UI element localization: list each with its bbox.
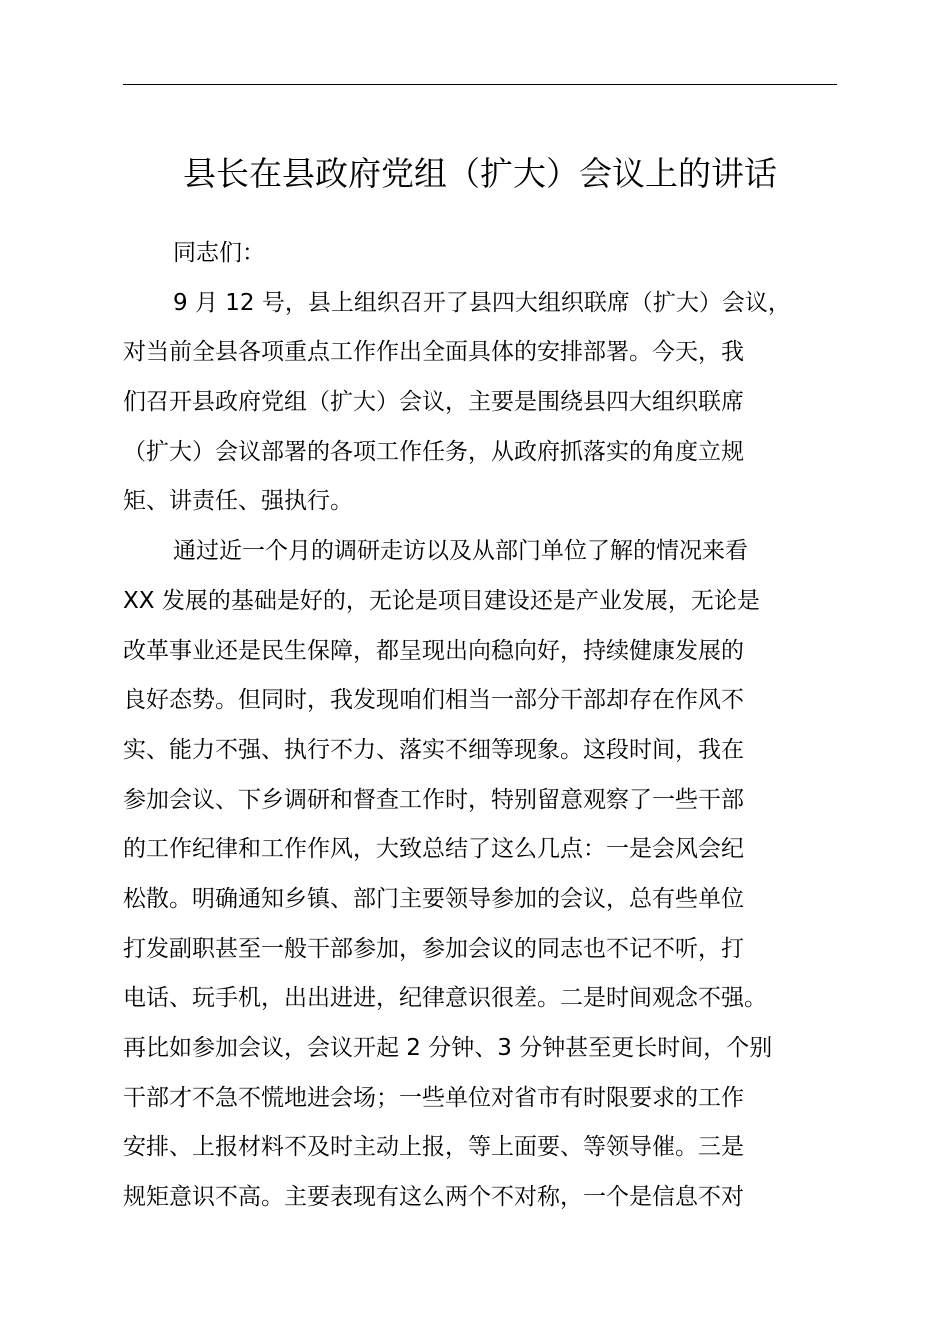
paragraph-2-line-7: 的工作纪律和工作作风，大致总结了这么几点：一是会风会纪	[123, 836, 744, 863]
paragraph-2-line-10: 电话、玩手机，出出进进，纪律意识很差。二是时间观念不强。	[123, 985, 767, 1012]
paragraph-2-line-9: 打发副职甚至一般干部参加，参加会议的同志也不记不听，打	[123, 935, 744, 962]
paragraph-1-line-3: 们召开县政府党组（扩大）会议，主要是围绕县四大组织联席	[123, 389, 744, 416]
paragraph-2-line-2: XX 发展的基础是好的，无论是项目建设还是产业发展，无论是	[123, 587, 760, 614]
paragraph-2-line-3: 改革事业还是民生保障，都呈现出向稳向好，持续健康发展的	[123, 637, 744, 664]
paragraph-2-line-12: 干部才不急不慌地进会场；一些单位对省市有时限要求的工作	[123, 1084, 744, 1111]
document-body	[123, 229, 883, 1223]
salutation-line: 同志们：	[173, 240, 265, 266]
paragraph-2-line-5: 实、能力不强、执行不力、落实不细等现象。这段时间，我在	[123, 736, 744, 763]
header-rule	[123, 84, 837, 85]
paragraph-2-line-4: 良好态势。但同时，我发现咱们相当一部分干部却存在作风不	[123, 687, 744, 714]
document-title: 县长在县政府党组（扩大）会议上的讲话	[183, 154, 777, 193]
paragraph-1-line-2: 对当前全县各项重点工作作出全面具体的安排部署。今天，我	[123, 339, 744, 366]
paragraph-2-line-13: 安排、上报材料不及时主动上报，等上面要、等领导催。三是	[123, 1134, 744, 1161]
paragraph-2-line-14: 规矩意识不高。主要表现有这么两个不对称，一个是信息不对	[123, 1184, 744, 1211]
paragraph-1-line-5: 矩、讲责任、强执行。	[123, 488, 353, 515]
paragraph-2-line-1: 通过近一个月的调研走访以及从部门单位了解的情况来看	[173, 538, 748, 565]
paragraph-2-line-11: 再比如参加会议，会议开起 2 分钟、3 分钟甚至更长时间，个别	[123, 1035, 773, 1061]
paragraph-1-line-4: （扩大）会议部署的各项工作任务，从政府抓落实的角度立规	[123, 438, 744, 465]
paragraph-1-line-1: 9 月 12 号，县上组织召开了县四大组织联席（扩大）会议，	[173, 289, 791, 316]
paragraph-2-line-6: 参加会议、下乡调研和督查工作时，特别留意观察了一些干部	[123, 786, 744, 813]
paragraph-2-line-8: 松散。明确通知乡镇、部门主要领导参加的会议，总有些单位	[123, 885, 744, 912]
